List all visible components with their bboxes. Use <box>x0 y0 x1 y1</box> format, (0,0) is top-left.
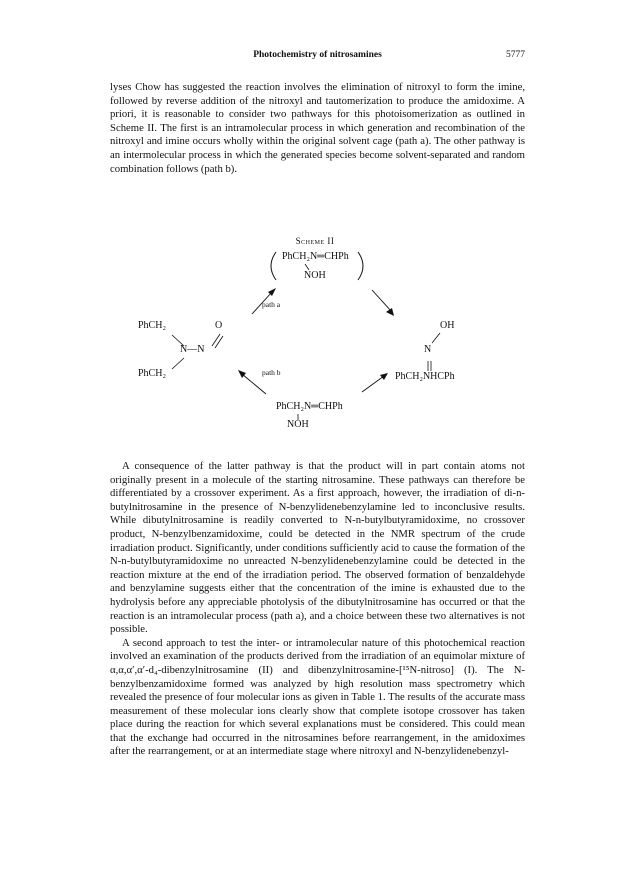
paragraph-3: A second approach to test the inter- or intramolecular nature of this photochemical reaction involved an examination of the products derived from the irradiation of an equimolar mixture of α,α,α′,α′-d₄-dibenzylnitrosamine (II) and dibenzylnitrosamine-[¹⁵N-nitroso] (I). The N-benzylbenzamidoxime formed was analyzed by high resolution mass spectrometry which revealed the presence of four molecular ions as given in Table 1. The results of the accurate mass measurement of these molecular ions clearly show that complete isotope crossover has taken place during the reaction for which several explanations must be considered. This could mean that the exchange had occurred in the nitrosamines before rearrangement, in the amidoximes after the rearrangement, or at an intermediate stage where nitroxyl and N-benzylidenebenzyl- <box>110 636 525 758</box>
body-text-block <box>110 460 525 759</box>
product-bond-oh <box>432 333 440 343</box>
product-hydroxyl: OH <box>440 320 455 331</box>
path-b-label: path b <box>262 368 281 377</box>
cage-left-paren <box>271 252 276 280</box>
paragraph-2: A consequence of the latter pathway is that the product will in part contain atoms not originally present in a molecule of the starting nitrosamine. These pathways can therefore be differentiated by a crossover experiment. As a first approach, however, the irradiation of di-n-butylnitrosamine in the presence of N-benzylidenebenzylamine led to inconclusive results. While dibutylnitrosamine is readily converted to N-n-butylbutyramidoxime, no crossover product, N-benzylbenzamidoxime, could be detected in the NMR spectrum of the crude irradiation product. Significantly, under conditions sufficiently acid to cause the formation of the N-n-butylbutyramidoxime no unreacted N-benzylidenebenzylamine could be detected in the reaction mixture at the end of the irradiation period. The observed formation of benzaldehyde and benzylamine suggests either that the concentration of the imine is exhausted due to the hydrolysis before any appreciable photolysis of the dibutylnitrosamine has occurred or that the reaction is an intramolecular process (path a), and a choice between these two alternatives is not possible. <box>110 460 525 636</box>
paragraph-1: lyses Chow has suggested the reaction involves the elimination of nitroxyl to form the imine, followed by reverse addition of the nitroxyl and tautomerization to produce the amidoxime. A priori, it is reasonable to consider two pathways for this photoisomerization as outlined in Scheme II. The first is an intramolecular process in which generation and recombination of the nitroxyl and imine occurs wholly within the original solvent cage (path a). The other pathway is an intermolecular process in which the generated species become solvent-separated and random combination follows (path b). <box>110 81 525 175</box>
separated-nitroxyl: NOH <box>287 419 309 430</box>
scheme-title: Scheme II <box>295 236 335 246</box>
cage-imine: PhCH₂N═CHPh <box>282 251 349 262</box>
path-a-label: path a <box>262 300 281 309</box>
product-amidoxime: PhCH₂NHCPh <box>395 371 455 382</box>
path-b-arrow-right-head <box>380 373 388 380</box>
reactant-bond-bottom <box>172 358 184 369</box>
reactant-benzyl-top: PhCH₂ <box>138 320 166 331</box>
reactant-oxygen: O <box>215 320 223 331</box>
path-b-arrow-right <box>362 376 384 392</box>
reactant-double-bond-1 <box>212 334 220 346</box>
page-number: 5777 <box>506 50 525 60</box>
reactant-benzyl-bottom: PhCH₂ <box>138 368 166 379</box>
reactant-nn: N—N <box>180 344 205 355</box>
path-b-arrow-left <box>242 374 266 394</box>
cage-right-paren <box>358 252 363 280</box>
path-a-arrow-right <box>372 290 392 312</box>
separated-imine: PhCH₂N═CHPh <box>276 401 343 412</box>
reactant-double-bond-2 <box>215 336 223 348</box>
running-title: Photochemistry of nitrosamines <box>253 50 382 60</box>
product-nitrogen: N <box>424 344 432 355</box>
cage-nitroxyl: NOH <box>304 270 326 281</box>
